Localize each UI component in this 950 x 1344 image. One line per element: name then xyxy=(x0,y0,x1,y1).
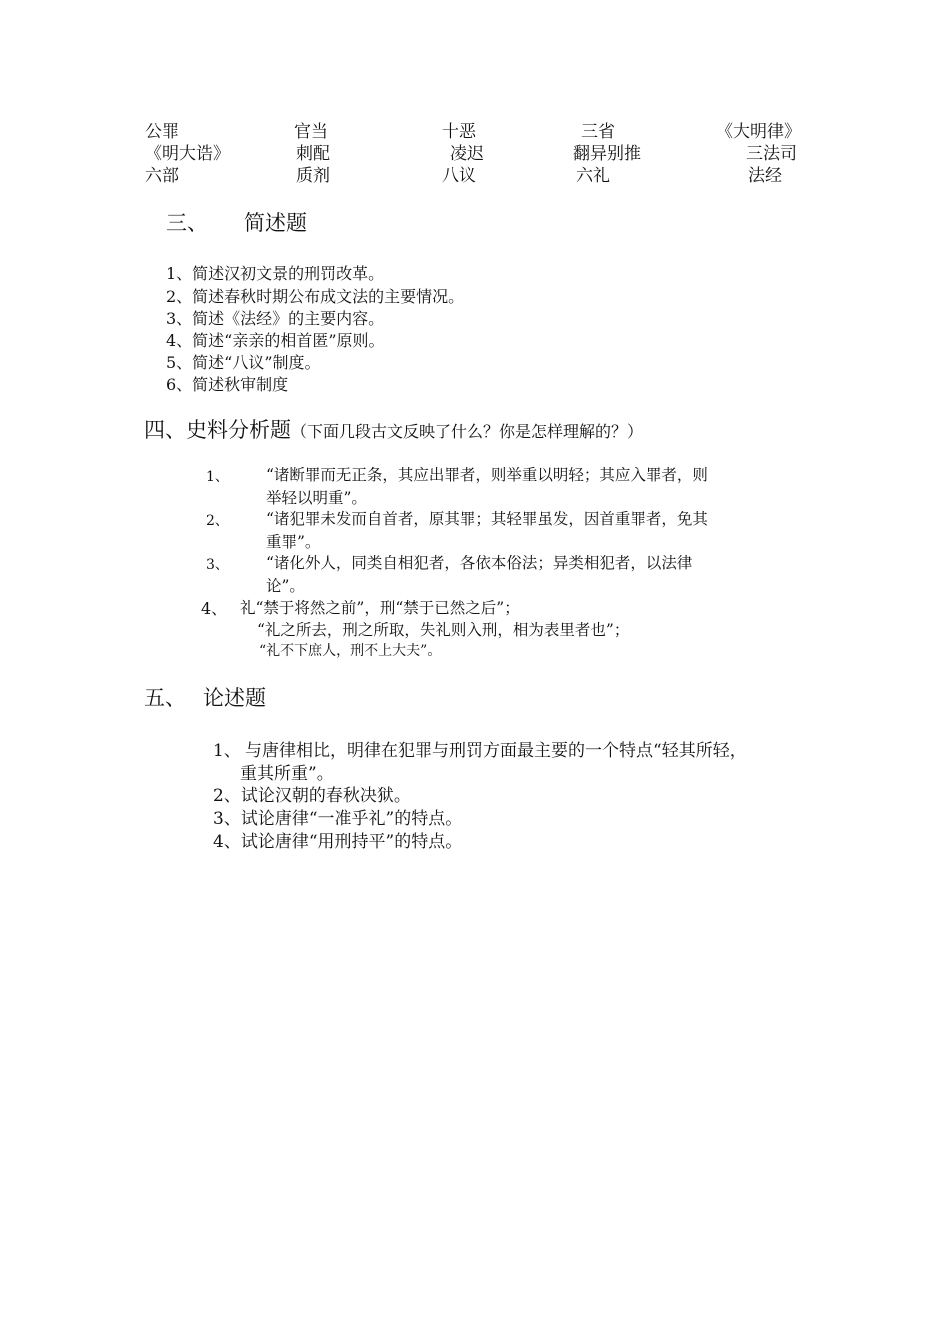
term-cell: 十恶 xyxy=(442,122,476,142)
section5-title: 论述题 xyxy=(203,686,266,710)
section3-title: 简述题 xyxy=(244,211,307,235)
section3-number: 三、 xyxy=(166,211,208,235)
term-cell: 法经 xyxy=(748,166,782,186)
item-number: 3、 xyxy=(206,557,229,573)
term-cell: 三法司 xyxy=(746,144,797,164)
list-item: 3、试论唐律“一准乎礼”的特点。 xyxy=(213,809,463,829)
term-cell: 凌迟 xyxy=(450,144,484,164)
list-item: 1、简述汉初文景的刑罚改革。 xyxy=(166,264,385,283)
term-cell: 质剂 xyxy=(296,166,330,186)
section4-heading xyxy=(144,414,643,444)
term-cell: 六礼 xyxy=(576,166,610,186)
list-item: 3、简述《法经》的主要内容。 xyxy=(166,309,385,328)
list-item: 与唐律相比，明律在犯罪与刑罚方面最主要的一个特点“轻其所轻， xyxy=(245,741,747,761)
item-number: 1、 xyxy=(206,469,229,485)
quote-line: 举轻以明重”。 xyxy=(266,489,367,507)
term-cell: 公罪 xyxy=(145,122,179,142)
item-number: 2、 xyxy=(206,513,229,529)
term-cell: 刺配 xyxy=(296,144,330,164)
list-item: 重其所重”。 xyxy=(240,764,334,784)
list-item: 2、试论汉朝的春秋决狱。 xyxy=(213,786,411,806)
term-cell: 八议 xyxy=(442,166,476,186)
term-cell: 《明大诰》 xyxy=(145,144,230,164)
quote-line: 重罪”。 xyxy=(266,533,321,551)
list-item: 4、简述“亲亲的相首匿”原则。 xyxy=(166,331,385,350)
quote-line: 礼“禁于将然之前”，刑“禁于已然之后”； xyxy=(240,599,520,617)
list-item: 5、简述“八议”制度。 xyxy=(166,353,321,372)
term-cell: 三省 xyxy=(581,122,615,142)
quote-line: “礼之所去，刑之所取，失礼则入刑，相为表里者也”； xyxy=(257,621,630,639)
term-cell: 六部 xyxy=(145,166,179,186)
quote-line: “礼不下庶人，刑不上大夫”。 xyxy=(259,643,442,659)
quote-line: “诸犯罪未发而自首者，原其罪；其轻罪虽发，因首重罪者，免其 xyxy=(266,510,708,528)
term-cell: 《大明律》 xyxy=(716,122,801,142)
quote-line: “诸化外人，同类自相犯者，各依本俗法；异类相犯者，以法律 xyxy=(266,554,693,572)
term-cell: 官当 xyxy=(294,122,328,142)
list-item: 2、简述春秋时期公布成文法的主要情况。 xyxy=(166,287,465,306)
section4-title: 四、史料分析题 xyxy=(144,418,291,442)
term-cell: 翻异别推 xyxy=(573,144,641,164)
list-item: 6、简述秋审制度 xyxy=(166,375,289,394)
item-number: 4、 xyxy=(201,599,228,618)
section4-note: （下面几段古文反映了什么？你是怎样理解的？） xyxy=(291,422,644,441)
list-item: 4、试论唐律“用刑持平”的特点。 xyxy=(213,832,463,852)
quote-line: “诸断罪而无正条，其应出罪者，则举重以明轻；其应入罪者，则 xyxy=(266,466,708,484)
item-number: 1、 xyxy=(213,741,241,761)
section5-number: 五、 xyxy=(144,686,186,710)
quote-line: 论”。 xyxy=(266,577,305,595)
